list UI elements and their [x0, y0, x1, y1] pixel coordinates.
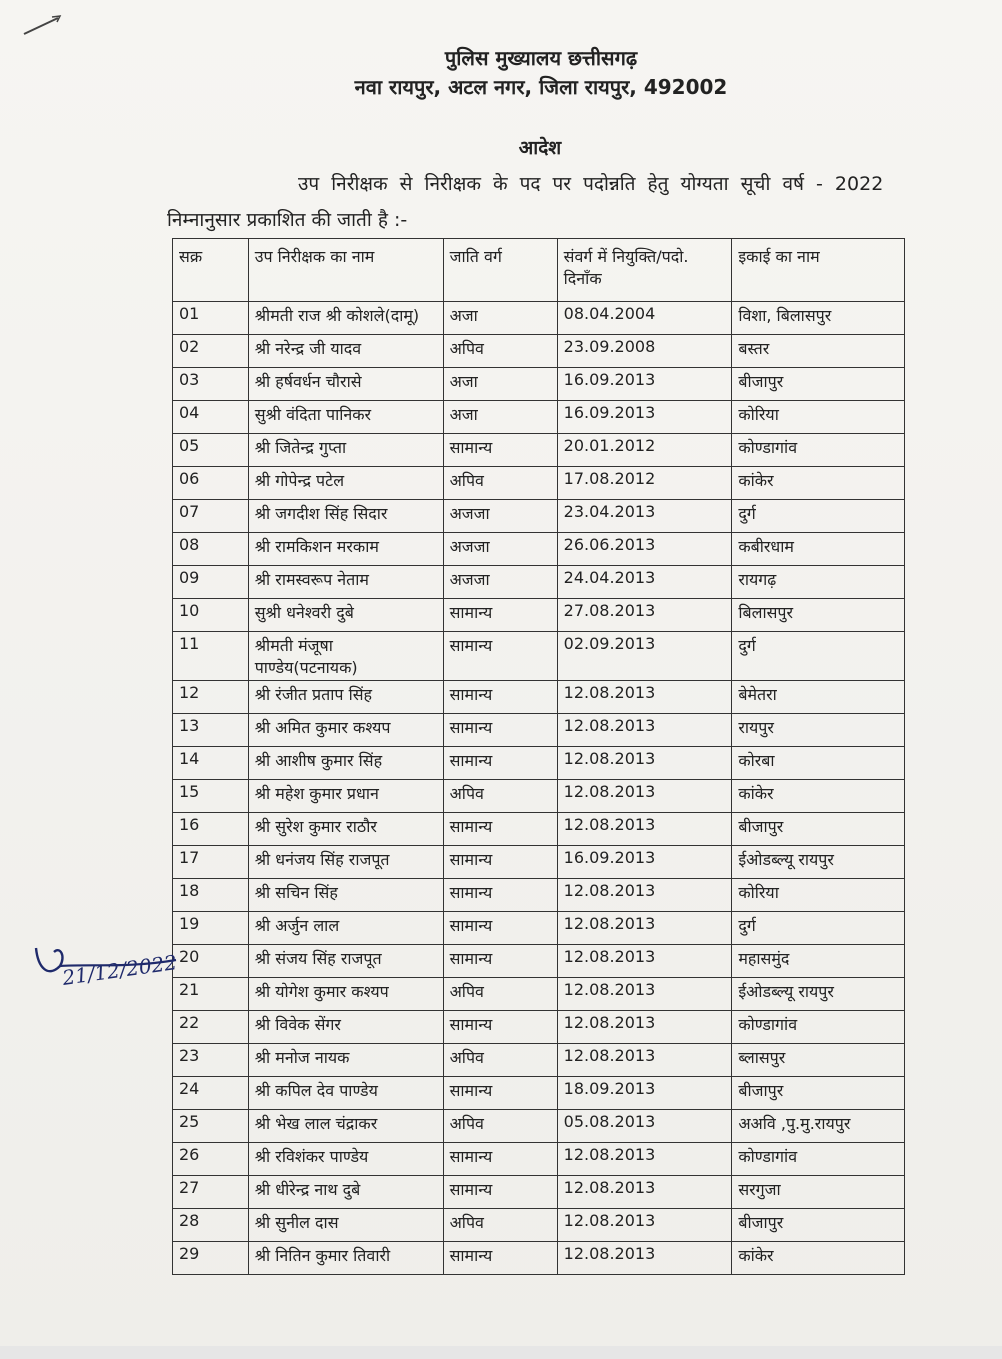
- table-row: [173, 780, 905, 813]
- row-unit-name: कोण्डागांव: [732, 1143, 905, 1176]
- row-serial-number: 26: [173, 1143, 249, 1176]
- row-appointment-date: 24.04.2013: [557, 566, 732, 599]
- row-officer-name: श्री सुरेश कुमार राठौर: [248, 813, 443, 846]
- row-caste-category: सामान्य: [443, 945, 557, 978]
- table-row: [173, 302, 905, 335]
- row-officer-name: श्री धनंजय सिंह राजपूत: [248, 846, 443, 879]
- table-row: [173, 368, 905, 401]
- row-unit-name: ब्लासपुर: [732, 1044, 905, 1077]
- row-serial-number: 17: [173, 846, 249, 879]
- row-officer-name: श्री संजय सिंह राजपूत: [248, 945, 443, 978]
- row-officer-name: श्री योगेश कुमार कश्यप: [248, 978, 443, 1011]
- row-caste-category: सामान्य: [443, 1242, 557, 1275]
- row-appointment-date: 12.08.2013: [557, 912, 732, 945]
- row-appointment-date: 20.01.2012: [557, 434, 732, 467]
- row-caste-category: सामान्य: [443, 714, 557, 747]
- table-row: [173, 681, 905, 714]
- row-officer-name: श्री अमित कुमार कश्यप: [248, 714, 443, 747]
- row-serial-number: 04: [173, 401, 249, 434]
- row-caste-category: सामान्य: [443, 747, 557, 780]
- row-serial-number: 11: [173, 632, 249, 681]
- row-serial-number: 27: [173, 1176, 249, 1209]
- row-officer-name: श्री धीरेन्द्र नाथ दुबे: [248, 1176, 443, 1209]
- row-serial-number: 20: [173, 945, 249, 978]
- row-officer-name: श्री हर्षवर्धन चौरासे: [248, 368, 443, 401]
- row-unit-name: कांकेर: [732, 780, 905, 813]
- row-serial-number: 10: [173, 599, 249, 632]
- header-sno: सक्र: [173, 239, 249, 302]
- row-officer-name: श्रीमती राज श्री कोशले(दामू): [248, 302, 443, 335]
- table-row: [173, 533, 905, 566]
- row-caste-category: अपिव: [443, 1110, 557, 1143]
- row-caste-category: सामान्य: [443, 1143, 557, 1176]
- table-row: [173, 1176, 905, 1209]
- row-caste-category: सामान्य: [443, 879, 557, 912]
- table-row: [173, 912, 905, 945]
- row-appointment-date: 23.04.2013: [557, 500, 732, 533]
- row-appointment-date: 16.09.2013: [557, 368, 732, 401]
- row-officer-name: श्री मनोज नायक: [248, 1044, 443, 1077]
- row-unit-name: दुर्ग: [732, 500, 905, 533]
- row-serial-number: 25: [173, 1110, 249, 1143]
- row-unit-name: अअवि ,पु.मु.रायपुर: [732, 1110, 905, 1143]
- row-appointment-date: 18.09.2013: [557, 1077, 732, 1110]
- row-officer-name: श्री रंजीत प्रताप सिंह: [248, 681, 443, 714]
- row-caste-category: अजा: [443, 401, 557, 434]
- row-officer-name: श्री आशीष कुमार सिंह: [248, 747, 443, 780]
- row-officer-name: श्री सुनील दास: [248, 1209, 443, 1242]
- row-caste-category: अपिव: [443, 335, 557, 368]
- row-caste-category: अपिव: [443, 978, 557, 1011]
- row-unit-name: महासमुंद: [732, 945, 905, 978]
- row-appointment-date: 12.08.2013: [557, 978, 732, 1011]
- row-appointment-date: 12.08.2013: [557, 681, 732, 714]
- row-unit-name: दुर्ग: [732, 632, 905, 681]
- row-officer-name: श्री जगदीश सिंह सिदार: [248, 500, 443, 533]
- table-row: [173, 714, 905, 747]
- table-row: [173, 566, 905, 599]
- row-unit-name: बस्तर: [732, 335, 905, 368]
- row-officer-name: श्री महेश कुमार प्रधान: [248, 780, 443, 813]
- row-serial-number: 06: [173, 467, 249, 500]
- intro-line-1: उप निरीक्षक से निरीक्षक के पद पर पदोन्नति हेतु योग्यता सूची वर्ष - 2022: [298, 173, 884, 195]
- table-row: [173, 1143, 905, 1176]
- row-appointment-date: 12.08.2013: [557, 1209, 732, 1242]
- pen-stroke-mark: [22, 14, 62, 36]
- row-unit-name: सरगुजा: [732, 1176, 905, 1209]
- row-serial-number: 19: [173, 912, 249, 945]
- row-caste-category: सामान्य: [443, 912, 557, 945]
- row-caste-category: अपिव: [443, 780, 557, 813]
- row-caste-category: अपिव: [443, 467, 557, 500]
- row-unit-name: बेमेतरा: [732, 681, 905, 714]
- row-serial-number: 14: [173, 747, 249, 780]
- row-officer-name: श्री जितेन्द्र गुप्ता: [248, 434, 443, 467]
- row-appointment-date: 12.08.2013: [557, 1242, 732, 1275]
- row-unit-name: कोरबा: [732, 747, 905, 780]
- office-address: नवा रायपुर, अटल नगर, जिला रायपुर, 492002: [354, 75, 728, 99]
- table-row: [173, 434, 905, 467]
- row-caste-category: सामान्य: [443, 846, 557, 879]
- row-caste-category: अपिव: [443, 1209, 557, 1242]
- row-appointment-date: 16.09.2013: [557, 846, 732, 879]
- table-row: [173, 1209, 905, 1242]
- row-appointment-date: 12.08.2013: [557, 945, 732, 978]
- row-serial-number: 08: [173, 533, 249, 566]
- row-serial-number: 12: [173, 681, 249, 714]
- table-row: [173, 500, 905, 533]
- row-officer-name: श्री अर्जुन लाल: [248, 912, 443, 945]
- office-name: पुलिस मुख्यालय छत्तीसगढ़: [444, 46, 638, 70]
- row-caste-category: सामान्य: [443, 681, 557, 714]
- table-header-row: [173, 239, 905, 302]
- row-unit-name: कबीरधाम: [732, 533, 905, 566]
- order-title: आदेश: [518, 137, 562, 159]
- row-serial-number: 01: [173, 302, 249, 335]
- row-caste-category: अपिव: [443, 1044, 557, 1077]
- row-appointment-date: 26.06.2013: [557, 533, 732, 566]
- row-serial-number: 07: [173, 500, 249, 533]
- row-officer-name: श्री रामस्वरूप नेताम: [248, 566, 443, 599]
- row-unit-name: बिलासपुर: [732, 599, 905, 632]
- row-unit-name: ईओडब्ल्यू रायपुर: [732, 978, 905, 1011]
- table-row: [173, 1044, 905, 1077]
- row-unit-name: कांकेर: [732, 467, 905, 500]
- row-unit-name: कोरिया: [732, 401, 905, 434]
- table-row: [173, 1077, 905, 1110]
- table-body: [173, 302, 905, 1275]
- row-serial-number: 23: [173, 1044, 249, 1077]
- row-caste-category: अजा: [443, 302, 557, 335]
- table-row: [173, 945, 905, 978]
- row-serial-number: 02: [173, 335, 249, 368]
- row-serial-number: 29: [173, 1242, 249, 1275]
- row-appointment-date: 12.08.2013: [557, 1143, 732, 1176]
- table-row: [173, 335, 905, 368]
- row-unit-name: बीजापुर: [732, 368, 905, 401]
- row-unit-name: कोरिया: [732, 879, 905, 912]
- table-row: [173, 599, 905, 632]
- row-unit-name: कोण्डागांव: [732, 1011, 905, 1044]
- row-caste-category: सामान्य: [443, 1176, 557, 1209]
- row-caste-category: सामान्य: [443, 599, 557, 632]
- table-row: [173, 813, 905, 846]
- row-officer-name: श्रीमती मंजूषा पाण्डेय(पटनायक): [248, 632, 443, 681]
- header-appointment-date: संवर्ग में नियुक्ति/पदो. दिनाँक: [557, 239, 732, 302]
- row-serial-number: 13: [173, 714, 249, 747]
- row-serial-number: 03: [173, 368, 249, 401]
- table-row: [173, 747, 905, 780]
- row-serial-number: 24: [173, 1077, 249, 1110]
- row-officer-name: श्री रविशंकर पाण्डेय: [248, 1143, 443, 1176]
- row-appointment-date: 23.09.2008: [557, 335, 732, 368]
- row-appointment-date: 12.08.2013: [557, 879, 732, 912]
- row-unit-name: बीजापुर: [732, 1077, 905, 1110]
- table-row: [173, 401, 905, 434]
- row-serial-number: 16: [173, 813, 249, 846]
- page-bottom-edge: [0, 1346, 1002, 1359]
- table-row: [173, 632, 905, 681]
- row-appointment-date: 12.08.2013: [557, 813, 732, 846]
- row-officer-name: श्री गोपेन्द्र पटेल: [248, 467, 443, 500]
- row-serial-number: 15: [173, 780, 249, 813]
- row-unit-name: ईओडब्ल्यू रायपुर: [732, 846, 905, 879]
- row-officer-name: सुश्री धनेश्वरी दुबे: [248, 599, 443, 632]
- header-unit: इकाई का नाम: [732, 239, 905, 302]
- table-row: [173, 1110, 905, 1143]
- row-officer-name: श्री विवेक सेंगर: [248, 1011, 443, 1044]
- row-unit-name: बीजापुर: [732, 813, 905, 846]
- row-officer-name: श्री नरेन्द्र जी यादव: [248, 335, 443, 368]
- row-officer-name: श्री रामकिशन मरकाम: [248, 533, 443, 566]
- header-category: जाति वर्ग: [443, 239, 557, 302]
- row-caste-category: सामान्य: [443, 434, 557, 467]
- table-row: [173, 1011, 905, 1044]
- row-caste-category: सामान्य: [443, 1011, 557, 1044]
- row-appointment-date: 05.08.2013: [557, 1110, 732, 1143]
- row-officer-name: श्री नितिन कुमार तिवारी: [248, 1242, 443, 1275]
- row-appointment-date: 27.08.2013: [557, 599, 732, 632]
- row-appointment-date: 12.08.2013: [557, 1176, 732, 1209]
- row-unit-name: बीजापुर: [732, 1209, 905, 1242]
- row-caste-category: सामान्य: [443, 1077, 557, 1110]
- row-officer-name: श्री सचिन सिंह: [248, 879, 443, 912]
- row-caste-category: सामान्य: [443, 632, 557, 681]
- row-appointment-date: 12.08.2013: [557, 714, 732, 747]
- row-serial-number: 18: [173, 879, 249, 912]
- table-row: [173, 846, 905, 879]
- row-serial-number: 28: [173, 1209, 249, 1242]
- row-appointment-date: 16.09.2013: [557, 401, 732, 434]
- row-caste-category: अजजा: [443, 533, 557, 566]
- row-appointment-date: 12.08.2013: [557, 747, 732, 780]
- row-officer-name: सुश्री वंदिता पानिकर: [248, 401, 443, 434]
- header-name: उप निरीक्षक का नाम: [248, 239, 443, 302]
- row-officer-name: श्री भेख लाल चंद्राकर: [248, 1110, 443, 1143]
- table-row: [173, 879, 905, 912]
- row-unit-name: कांकेर: [732, 1242, 905, 1275]
- eligibility-list-table: [172, 238, 905, 1275]
- row-officer-name: श्री कपिल देव पाण्डेय: [248, 1077, 443, 1110]
- row-appointment-date: 12.08.2013: [557, 780, 732, 813]
- row-caste-category: अजा: [443, 368, 557, 401]
- row-serial-number: 21: [173, 978, 249, 1011]
- table-row: [173, 467, 905, 500]
- row-appointment-date: 12.08.2013: [557, 1044, 732, 1077]
- row-caste-category: अजजा: [443, 500, 557, 533]
- row-caste-category: अजजा: [443, 566, 557, 599]
- row-appointment-date: 17.08.2012: [557, 467, 732, 500]
- row-appointment-date: 08.04.2004: [557, 302, 732, 335]
- row-appointment-date: 02.09.2013: [557, 632, 732, 681]
- row-serial-number: 09: [173, 566, 249, 599]
- row-unit-name: रायपुर: [732, 714, 905, 747]
- row-unit-name: रायगढ़: [732, 566, 905, 599]
- row-serial-number: 05: [173, 434, 249, 467]
- row-appointment-date: 12.08.2013: [557, 1011, 732, 1044]
- row-caste-category: सामान्य: [443, 813, 557, 846]
- row-serial-number: 22: [173, 1011, 249, 1044]
- row-unit-name: दुर्ग: [732, 912, 905, 945]
- row-unit-name: कोण्डागांव: [732, 434, 905, 467]
- intro-line-2: निम्नानुसार प्रकाशित की जाती है :-: [167, 209, 408, 231]
- table-row: [173, 978, 905, 1011]
- row-unit-name: विशा, बिलासपुर: [732, 302, 905, 335]
- table-row: [173, 1242, 905, 1275]
- handwritten-date: 21/12/2022: [60, 950, 179, 990]
